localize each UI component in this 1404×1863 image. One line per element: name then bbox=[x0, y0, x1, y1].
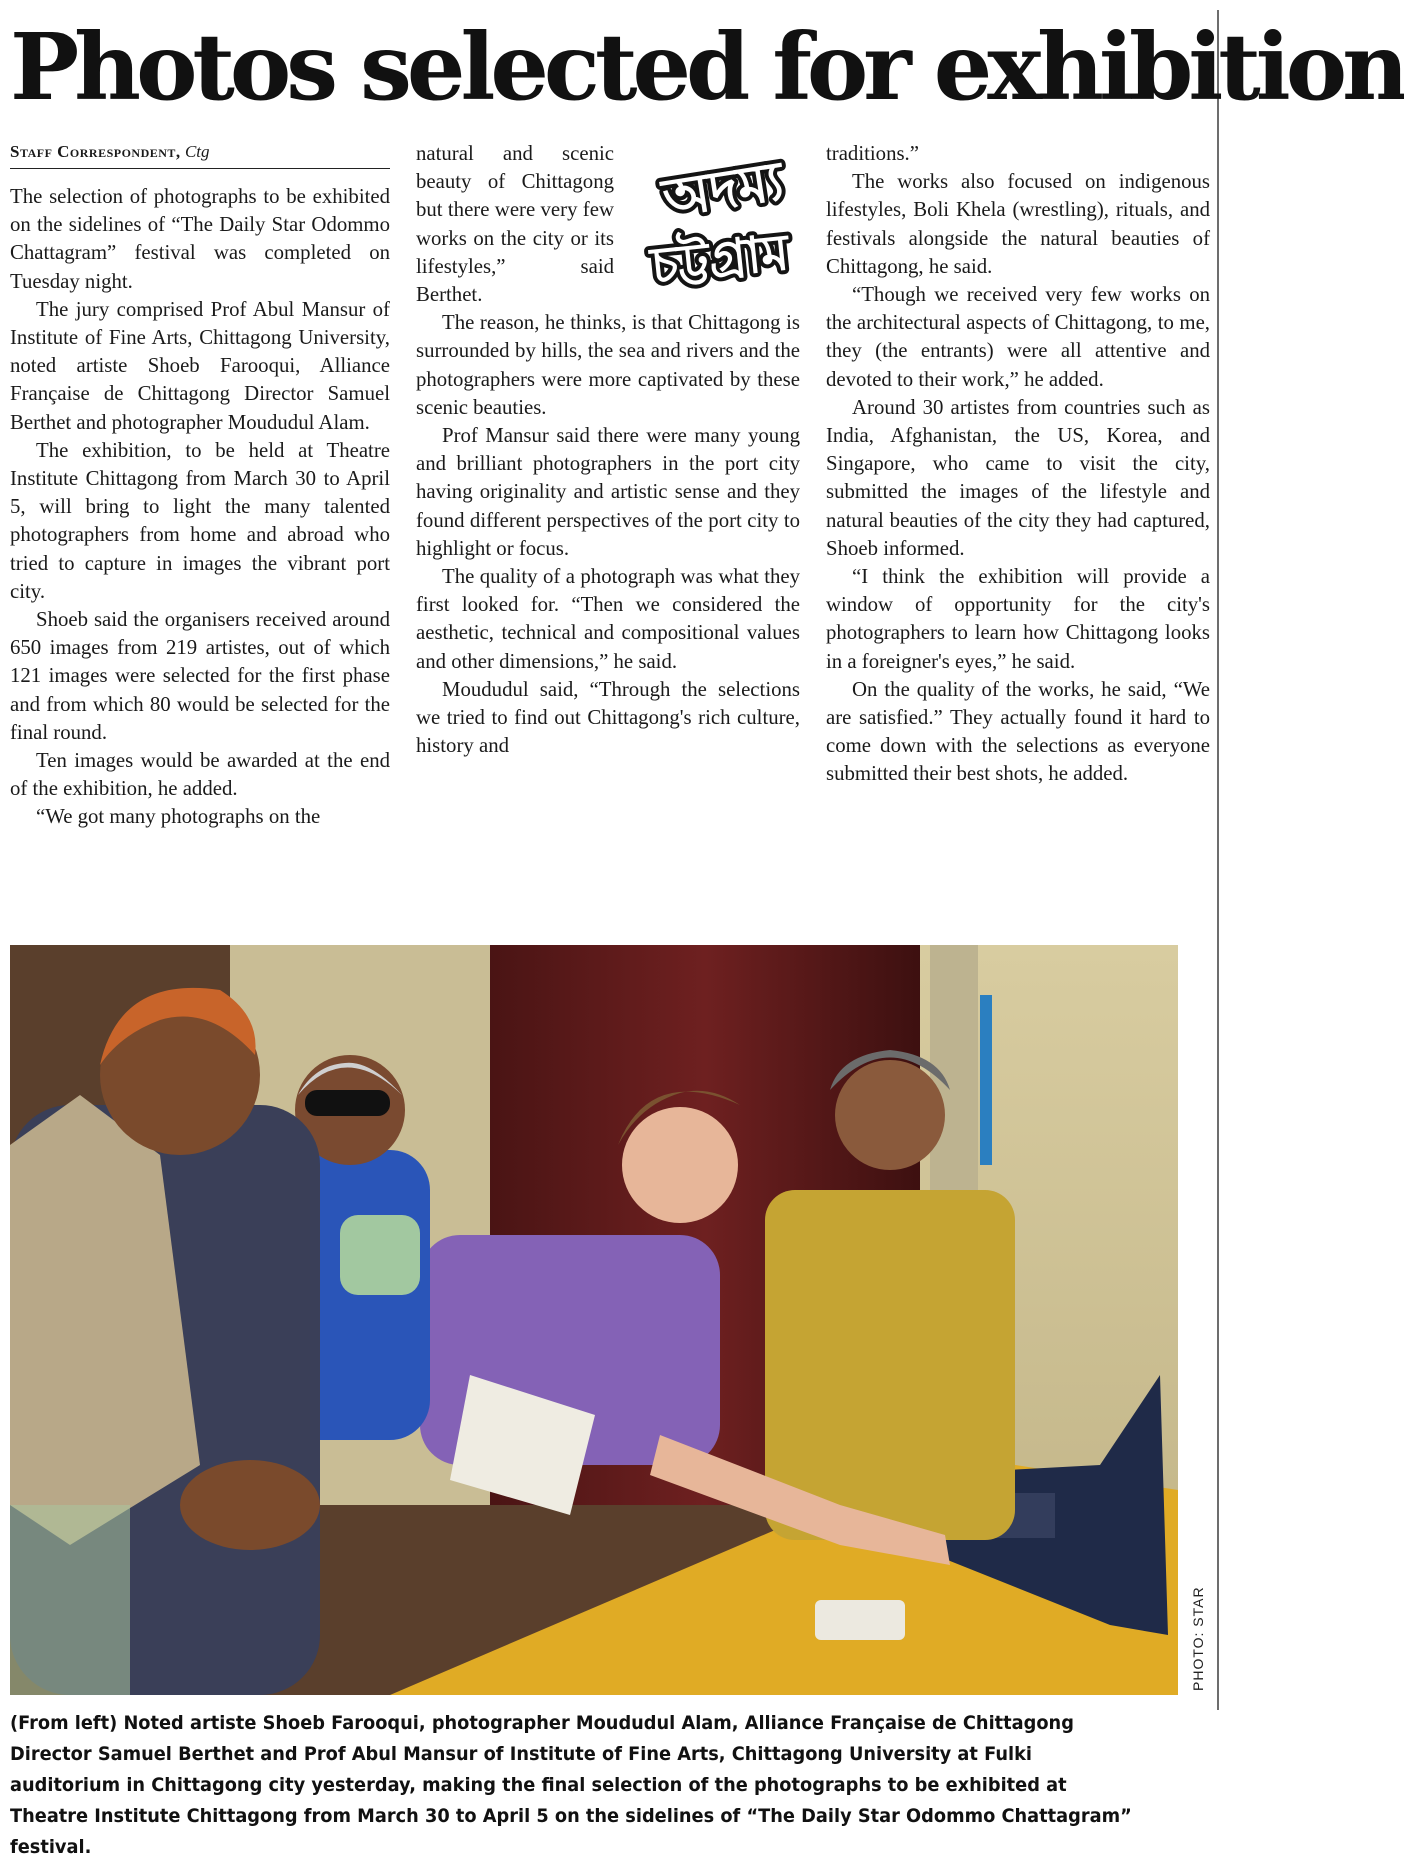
photo-scene bbox=[10, 945, 1178, 1695]
article-paragraph: Shoeb said the organisers received around 650 images from 219 artistes, out of which 121 images were selected for the first phase and from which 80 would be selected for the final round. bbox=[10, 608, 390, 744]
chair-green bbox=[340, 1215, 420, 1295]
byline-location: Ctg bbox=[184, 142, 210, 161]
photo-credit: PHOTO: STAR bbox=[1190, 1586, 1206, 1692]
byline bbox=[10, 140, 390, 169]
logo-word-1: অদম্য bbox=[658, 149, 788, 231]
article-paragraph: “Though we received very few works on the architectural aspects of Chittagong, to me, they (the entrants) were all attentive and devoted to their work,” he added. bbox=[826, 283, 1210, 391]
article-paragraph: Around 30 artistes from countries such as India, Afghanistan, the US, Korea, and Singapore, who came to visit the city, submitted the images of the lifestyle and natural beauties of the city they had captured, Shoeb informed. bbox=[826, 395, 1210, 560]
odommo-chattagram-logo-art bbox=[622, 136, 812, 296]
article-paragraph: The quality of a photograph was what they first looked for. “Then we considered the aesthetic, technical and compositional values and other dimensions,” he said. bbox=[416, 565, 800, 673]
article-paragraph: “We got many photographs on the bbox=[36, 805, 321, 829]
page-right-rule bbox=[1217, 10, 1219, 1710]
article-column-3 bbox=[826, 140, 1210, 789]
person-right-head bbox=[835, 1060, 945, 1170]
article-paragraph: natural and scenic beauty of Chittagong but there were very few works on the city or its lifestyles,” said Berthet. bbox=[416, 142, 614, 307]
article-column-1 bbox=[10, 140, 390, 832]
article-paragraph: On the quality of the works, he said, “We are satisfied.” They actually found it hard to come down with the selections as everyone submitted their best shots, he added. bbox=[826, 677, 1210, 786]
article-paragraph: Prof Mansur said there were many young and brilliant photographers in the port city having originality and artistic sense and they found different perspectives of the port city to highlight or focus. bbox=[416, 424, 800, 560]
person-left-hands bbox=[180, 1460, 320, 1550]
article-paragraph: Ten images would be awarded at the end of the exhibition, he added. bbox=[10, 749, 390, 801]
article-paragraph: The jury comprised Prof Abul Mansur of Institute of Fine Arts, Chittagong University, noted artiste Shoeb Farooqui, Alliance Française de Chittagong Director Samuel Berthet and photographer Moududul Alam. bbox=[10, 297, 390, 434]
blue-tape bbox=[980, 995, 992, 1165]
odommo-chattagram-logo bbox=[622, 136, 812, 296]
headline: Photos selected for exhibition bbox=[10, 13, 1404, 121]
byline-author: Staff Correspondent, bbox=[10, 142, 181, 161]
person-right-shirt bbox=[765, 1190, 1015, 1540]
article-column-2 bbox=[416, 140, 800, 760]
news-photo bbox=[10, 945, 1178, 1695]
article-paragraph: Moududul said, “Through the selections we tried to find out Chittagong's rich culture, history and bbox=[416, 677, 800, 758]
person-center-head bbox=[622, 1107, 738, 1223]
article-paragraph: traditions.” bbox=[826, 142, 919, 165]
article-paragraph: The exhibition, to be held at Theatre Institute Chittagong from March 30 to April 5, will bring to light the many talented photographers from home and abroad who tried to capture in images the vibrant port city. bbox=[10, 438, 390, 603]
article-paragraph: The selection of photographs to be exhibited on the sidelines of “The Daily Star Odommo Chattagram” festival was completed on Tuesday night. bbox=[10, 185, 390, 293]
article-paragraph: “I think the exhibition will provide a window of opportunity for the city's photographers to learn how Chittagong looks in a foreigner's eyes,” he said. bbox=[826, 565, 1210, 673]
sunglasses bbox=[305, 1090, 390, 1116]
logo-word-2: চট্টগ্রাম bbox=[648, 222, 792, 296]
chair-front bbox=[10, 1505, 130, 1695]
article-paragraph: The reason, he thinks, is that Chittagong is surrounded by hills, the sea and rivers and the photographers were more captivated by these scenic beauties. bbox=[416, 311, 800, 419]
remote-control bbox=[815, 1600, 905, 1640]
photo-caption: (From left) Noted artiste Shoeb Farooqui, photographer Moududul Alam, Alliance Française de Chittagong Director Samuel Berthet and Prof Abul Mansur of Institute of Fine Arts, Chittagong University at Fulki auditorium in Chittagong city yesterday, making the final selection of the photographs to be exhibited at Theatre Institute Chittagong from March 30 to April 5 on the sidelines of “The Daily Star Odommo Chattagram” festival. bbox=[10, 1712, 1132, 1858]
article-paragraph: The works also focused on indigenous lifestyles, Boli Khela (wrestling), rituals, and festivals alongside the natural beauties of Chittagong, he said. bbox=[826, 170, 1210, 278]
